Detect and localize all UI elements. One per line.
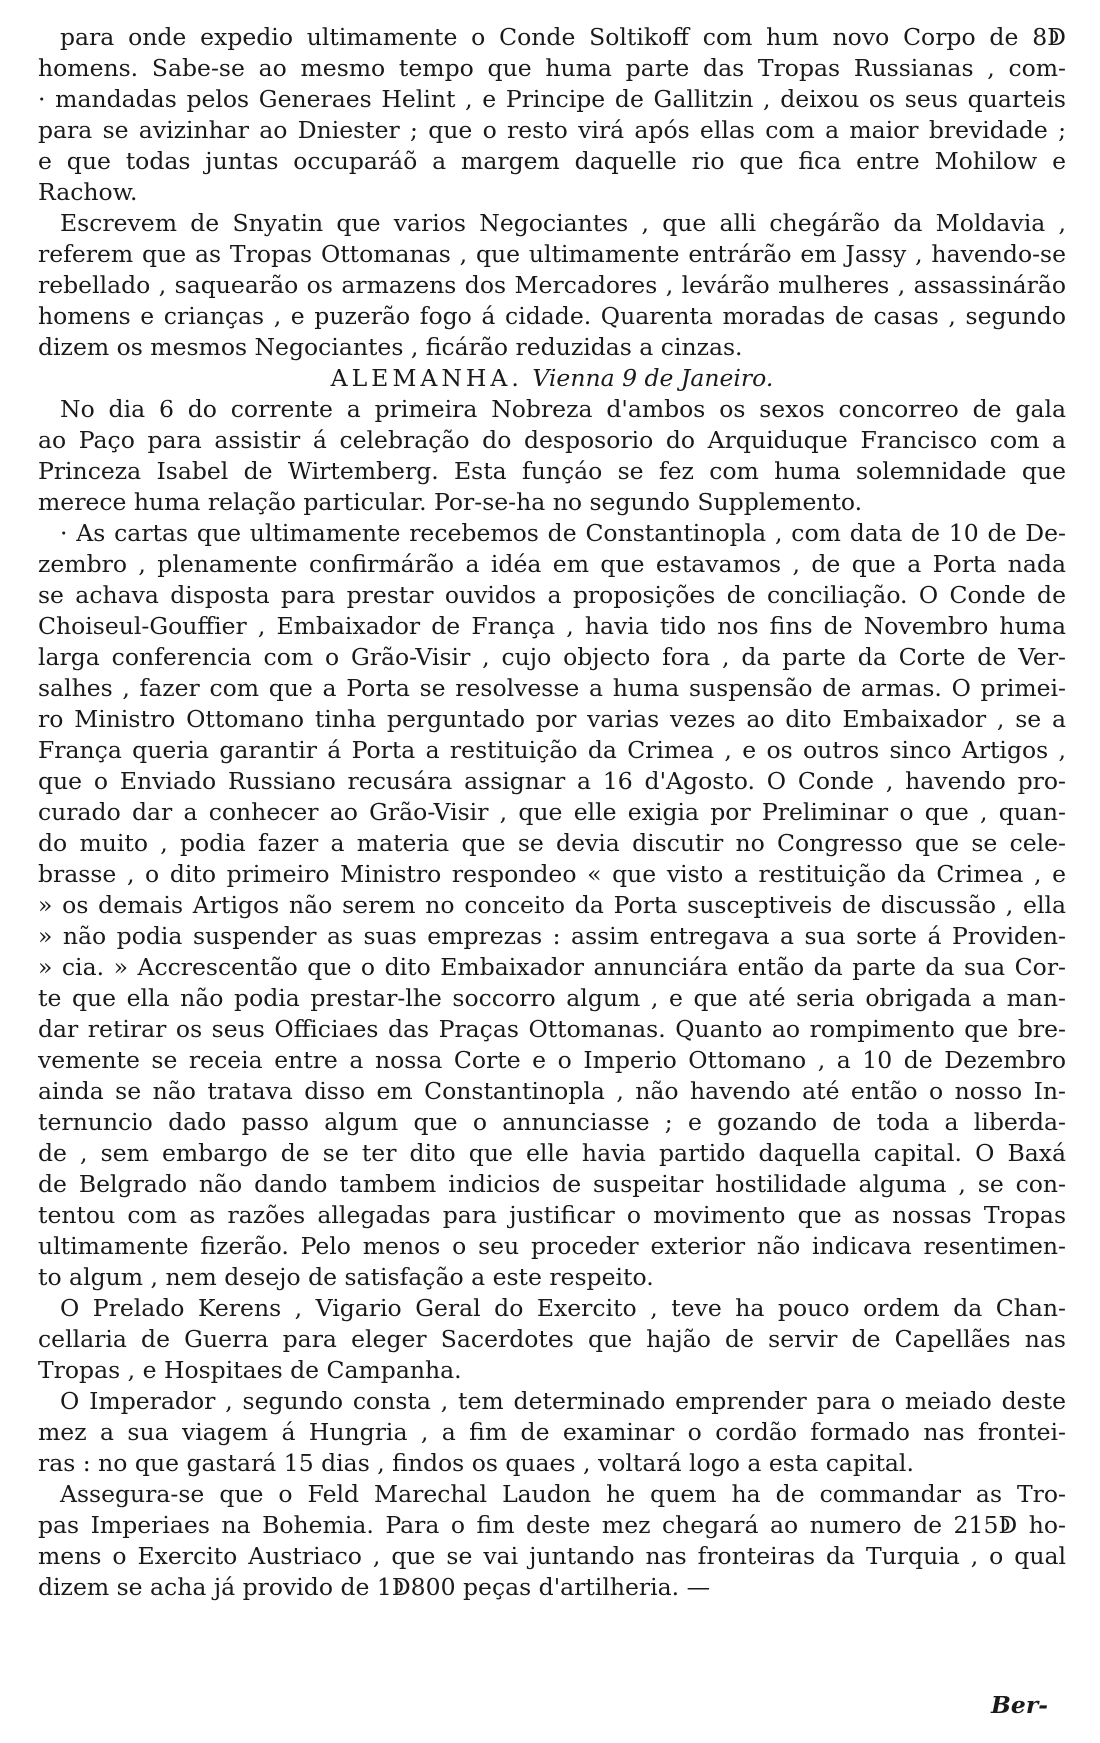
paragraph — [38, 394, 1066, 518]
body-text-main — [38, 394, 1066, 1603]
text-line: cellaria de Guerra para eleger Sacerdotes que hajão de servir de Capellães nas — [38, 1325, 1066, 1353]
text-line: homens. Sabe-se ao mesmo tempo que huma parte das Tropas Russianas , com- — [38, 54, 1066, 82]
paragraph — [38, 1479, 1066, 1603]
text-line: » os demais Artigos não serem no conceito da Porta susceptiveis de discussão , ella — [38, 891, 1066, 919]
text-line: Rachow. — [38, 178, 138, 206]
text-line: salhes , fazer com que a Porta se resolvesse a huma suspensão de armas. O primei- — [38, 674, 1066, 702]
text-line: dar retirar os seus Officiaes das Praças Ottomanas. Quanto ao rompimento que bre- — [38, 1015, 1066, 1043]
text-line: se achava disposta para prestar ouvidos a proposições de conciliação. O Conde de — [38, 581, 1066, 609]
text-line: de Belgrado não dando tambem indicios de suspeitar hostilidade alguma , se con- — [38, 1170, 1066, 1198]
text-line: para onde expedio ultimamente o Conde Soltikoff com hum novo Corpo de 8ↁ — [60, 23, 1066, 51]
text-line: pas Imperiaes na Bohemia. Para o fim deste mez chegará ao numero de 215ↁ ho- — [38, 1511, 1066, 1539]
text-line: rebellado , saquearão os armazens dos Mercadores , levárão mulheres , assassinárão — [38, 271, 1066, 299]
text-line: · mandadas pelos Generaes Helint , e Principe de Gallitzin , deixou os seus quarteis — [38, 85, 1066, 113]
text-line: de , sem embargo de se ter dito que elle havia partido daquella capital. O Baxá — [38, 1139, 1066, 1167]
text-line: Assegura-se que o Feld Marechal Laudon he quem ha de commandar as Tro- — [60, 1480, 1066, 1508]
text-line: » cia. » Accrescentão que o dito Embaixador annunciára então da parte da sua Cor- — [38, 953, 1066, 981]
text-line: ultimamente fizerão. Pelo menos o seu proceder exterior não indicava resentimen- — [38, 1232, 1066, 1260]
body-text-top — [38, 22, 1066, 363]
text-line: to algum , nem desejo de satisfação a este respeito. — [38, 1263, 654, 1291]
text-line: tentou com as razões allegadas para justificar o movimento que as nossas Tropas — [38, 1201, 1066, 1229]
text-line: referem que as Tropas Ottomanas , que ultimamente entrárão em Jassy , havendo-se — [38, 240, 1066, 268]
text-line: Tropas , e Hospitaes de Campanha. — [38, 1356, 462, 1384]
text-line: Princeza Isabel de Wirtemberg. Esta funçáo se fez com huma solemnidade que — [38, 457, 1066, 485]
text-line: zembro , plenamente confirmárão a idéa em que estavamos , de que a Porta nada — [38, 550, 1066, 578]
paragraph — [38, 518, 1066, 1293]
paragraph — [38, 1386, 1066, 1479]
text-line: homens e crianças , e puzerão fogo á cidade. Quarenta moradas de casas , segundo — [38, 302, 1066, 330]
text-line: ao Paço para assistir á celebração do desposorio do Arquiduque Francisco com a — [38, 426, 1066, 454]
text-line: Choiseul-Gouffier , Embaixador de França , havia tido nos fins de Novembro huma — [38, 612, 1066, 640]
text-line: mens o Exercito Austriaco , que se vai juntando nas fronteiras da Turquia , o qual — [38, 1542, 1066, 1570]
text-line: ternuncio dado passo algum que o annunciasse ; e gozando de toda a liberda- — [38, 1108, 1066, 1136]
text-line: · As cartas que ultimamente recebemos de Constantinopla , com data de 10 de De- — [60, 519, 1066, 547]
catchword: Ber- — [991, 1691, 1048, 1719]
paragraph — [38, 1293, 1066, 1386]
text-line: O Imperador , segundo consta , tem determinado emprender para o meiado deste — [60, 1387, 1066, 1415]
text-line: merece huma relação particular. Por-se-ha no segundo Supplemento. — [38, 488, 863, 516]
section-heading — [38, 363, 1066, 394]
text-line: No dia 6 do corrente a primeira Nobreza d'ambos os sexos concorreo de gala — [60, 395, 1066, 423]
text-line: O Prelado Kerens , Vigario Geral do Exercito , teve ha pouco ordem da Chan- — [60, 1294, 1066, 1322]
text-line: dizem os mesmos Negociantes , ficárão reduzidas a cinzas. — [38, 333, 743, 361]
heading-dateline: Vienna 9 de Janeiro. — [532, 364, 774, 392]
text-line: que o Enviado Russiano recusára assignar a 16 d'Agosto. O Conde , havendo pro- — [38, 767, 1066, 795]
text-line: ras : no que gastará 15 dias , findos os quaes , voltará logo a esta capital. — [38, 1449, 914, 1477]
text-line: » não podia suspender as suas emprezas : assim entregava a sua sorte á Providen- — [38, 922, 1066, 950]
text-line: França queria garantir á Porta a restituição da Crimea , e os outros sinco Artigos , — [38, 736, 1066, 764]
text-line: te que ella não podia prestar-lhe soccorro algum , e que até seria obrigada a man- — [38, 984, 1066, 1012]
text-line: e que todas juntas occuparáõ a margem daquelle rio que fica entre Mohilow e — [38, 147, 1066, 175]
heading-place: ALEMANHA. — [330, 364, 523, 392]
text-line: brasse , o dito primeiro Ministro respondeo « que visto a restituição da Crimea , e — [38, 860, 1066, 888]
text-line: dizem se acha já provido de 1ↁ800 peças d'artilheria. — — [38, 1573, 711, 1601]
paragraph — [38, 208, 1066, 363]
paragraph — [38, 22, 1066, 208]
text-line: mez a sua viagem á Hungria , a fim de examinar o cordão formado nas frontei- — [38, 1418, 1066, 1446]
text-line: Escrevem de Snyatin que varios Negociantes , que alli chegárão da Moldavia , — [60, 209, 1066, 237]
text-line: larga conferencia com o Grão-Visir , cujo objecto fora , da parte da Corte de Ver- — [38, 643, 1066, 671]
text-line: para se avizinhar ao Dniester ; que o resto virá após ellas com a maior brevidade ; — [38, 116, 1066, 144]
text-line: curado dar a conhecer ao Grão-Visir , que elle exigia por Preliminar o que , quan- — [38, 798, 1066, 826]
text-line: ro Ministro Ottomano tinha perguntado por varias vezes ao dito Embaixador , se a — [38, 705, 1066, 733]
text-line: do muito , podia fazer a materia que se devia discutir no Congresso que se cele- — [38, 829, 1066, 857]
text-line: ainda se não tratava disso em Constantinopla , não havendo até então o nosso In- — [38, 1077, 1066, 1105]
text-line: vemente se receia entre a nossa Corte e o Imperio Ottomano , a 10 de Dezembro — [38, 1046, 1066, 1074]
